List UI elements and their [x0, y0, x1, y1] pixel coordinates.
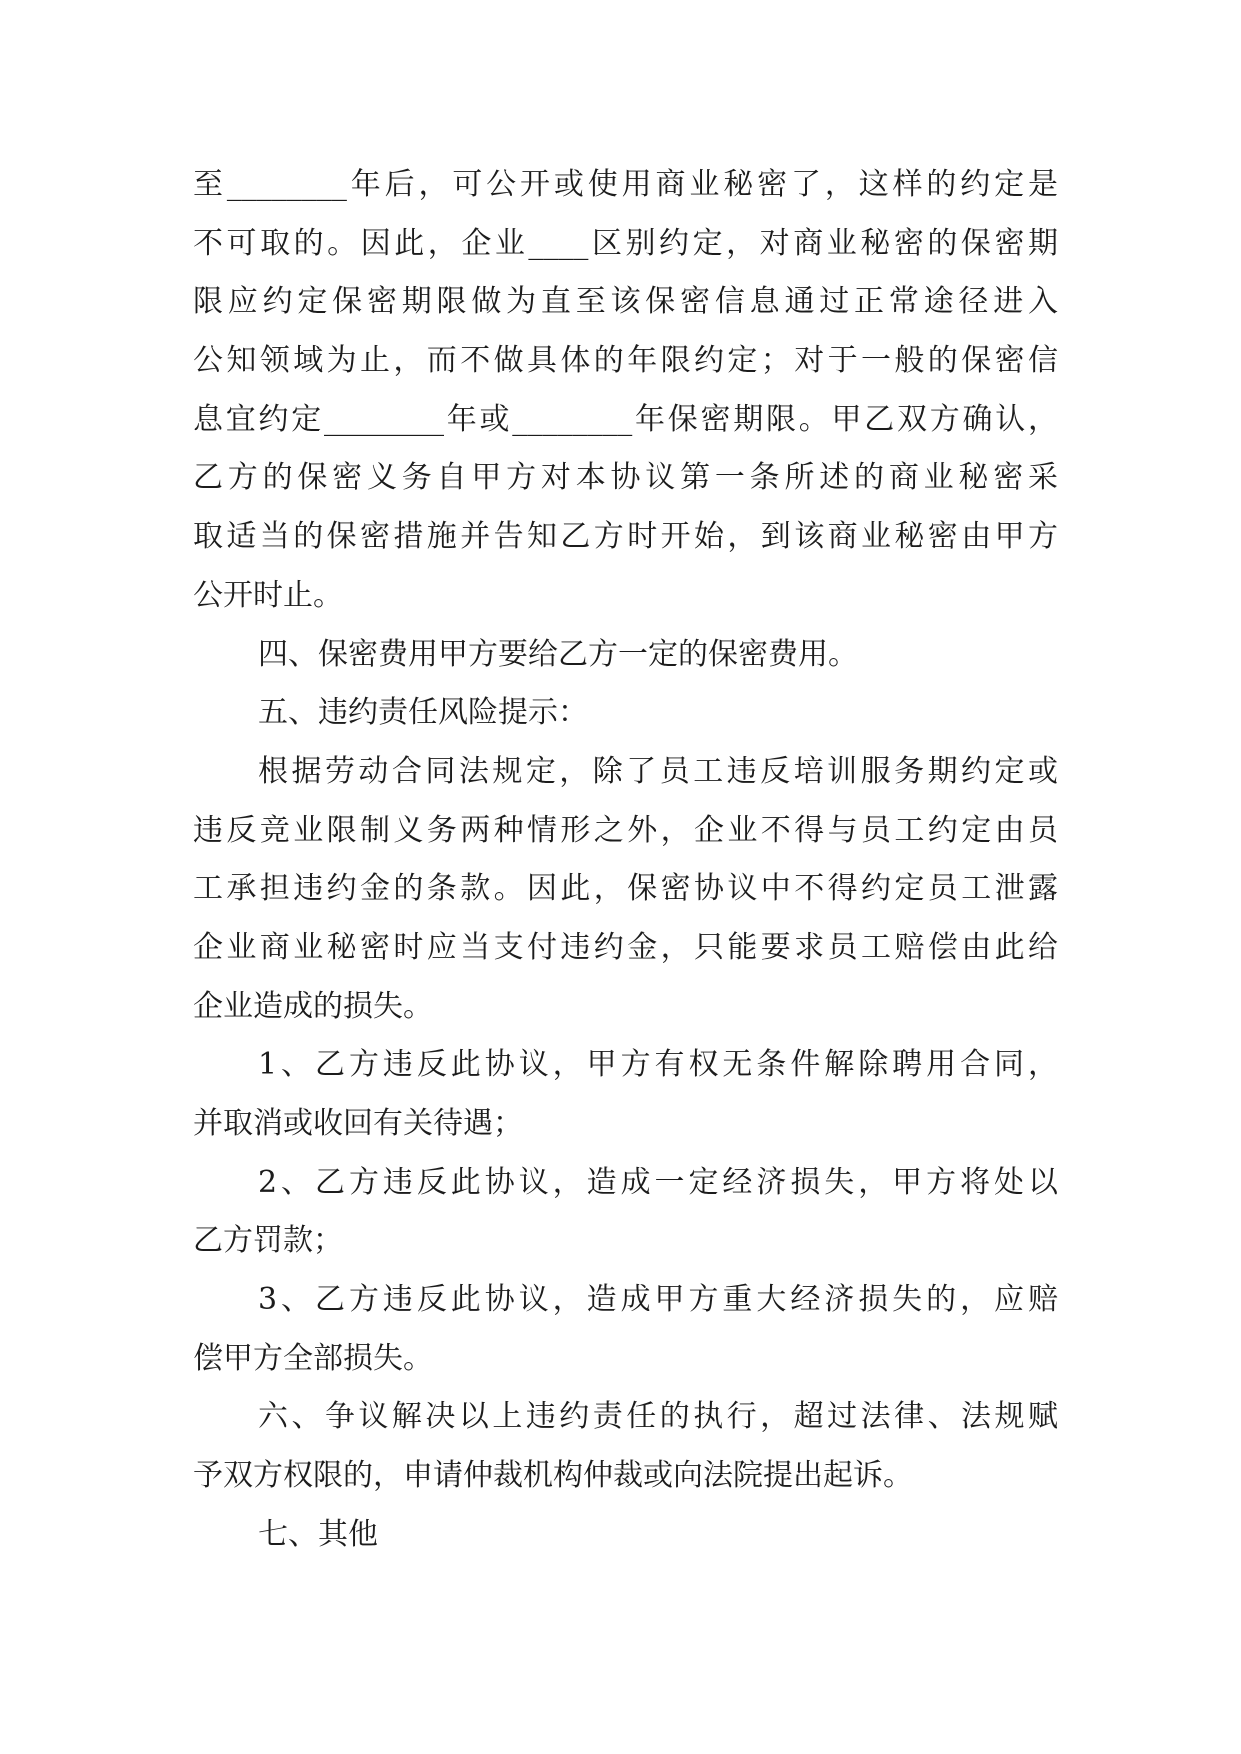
text-line: 工承担违约金的条款。因此，保密协议中不得约定员工泄露: [193, 871, 1058, 907]
text-line: 取适当的保密措施并告知乙方时开始，到该商业秘密由甲方: [193, 519, 1058, 555]
text-line: 并取消或收回有关待遇；: [193, 1106, 523, 1141]
paragraph-section-5: [193, 684, 1058, 743]
text-line: 1、乙方违反此协议，甲方有权无条件解除聘用合同，: [258, 1047, 1058, 1083]
paragraph-section-6: [193, 1388, 1058, 1505]
paragraph-confidentiality-term: [193, 156, 1058, 626]
document-body: [193, 156, 1058, 1565]
text-line: 企业造成的损失。: [193, 988, 433, 1024]
paragraph-section-4: [193, 626, 1058, 685]
text-line: 公开时止。: [193, 577, 343, 613]
text-line: 限应约定保密期限做为直至该保密信息通过正常途径进入: [193, 284, 1058, 320]
text-line: 公知领域为止，而不做具体的年限约定；对于一般的保密信: [193, 343, 1058, 379]
text-line: 3、乙方违反此协议，造成甲方重大经济损失的，应赔: [258, 1282, 1058, 1318]
text-line: 乙方的保密义务自甲方对本协议第一条所述的商业秘密采: [193, 460, 1058, 496]
paragraph-item-1: [193, 1036, 1058, 1153]
text-line: 六、争议解决以上违约责任的执行，超过法律、法规赋: [258, 1399, 1058, 1435]
paragraph-item-2: [193, 1154, 1058, 1271]
section-heading: 五、违约责任风险提示：: [258, 695, 588, 731]
text-line: 息宜约定________年或________年保密期限。甲乙双方确认，: [193, 401, 1058, 437]
section-heading: 四、保密费用甲方要给乙方一定的保密费用。: [258, 636, 858, 672]
section-heading: 七、其他: [258, 1516, 378, 1552]
text-line: 偿甲方全部损失。: [193, 1340, 433, 1376]
text-line: 乙方罚款；: [193, 1223, 343, 1259]
text-line: 不可取的。因此，企业____区别约定，对商业秘密的保密期: [193, 225, 1058, 261]
text-line: 根据劳动合同法规定，除了员工违反培训服务期约定或: [258, 753, 1058, 789]
text-line: 企业商业秘密时应当支付违约金，只能要求员工赔偿由此给: [193, 929, 1058, 965]
text-line: 2、乙方违反此协议，造成一定经济损失，甲方将处以: [258, 1164, 1058, 1200]
text-line: 予双方权限的，申请仲裁机构仲裁或向法院提出起诉。: [193, 1458, 913, 1494]
text-line: 至________年后，可公开或使用商业秘密了，这样的约定是: [193, 167, 1058, 202]
text-line: 违反竞业限制义务两种情形之外，企业不得与员工约定由员: [193, 812, 1058, 848]
paragraph-section-7: [193, 1506, 1058, 1565]
paragraph-risk-note: [193, 743, 1058, 1036]
paragraph-item-3: [193, 1271, 1058, 1388]
